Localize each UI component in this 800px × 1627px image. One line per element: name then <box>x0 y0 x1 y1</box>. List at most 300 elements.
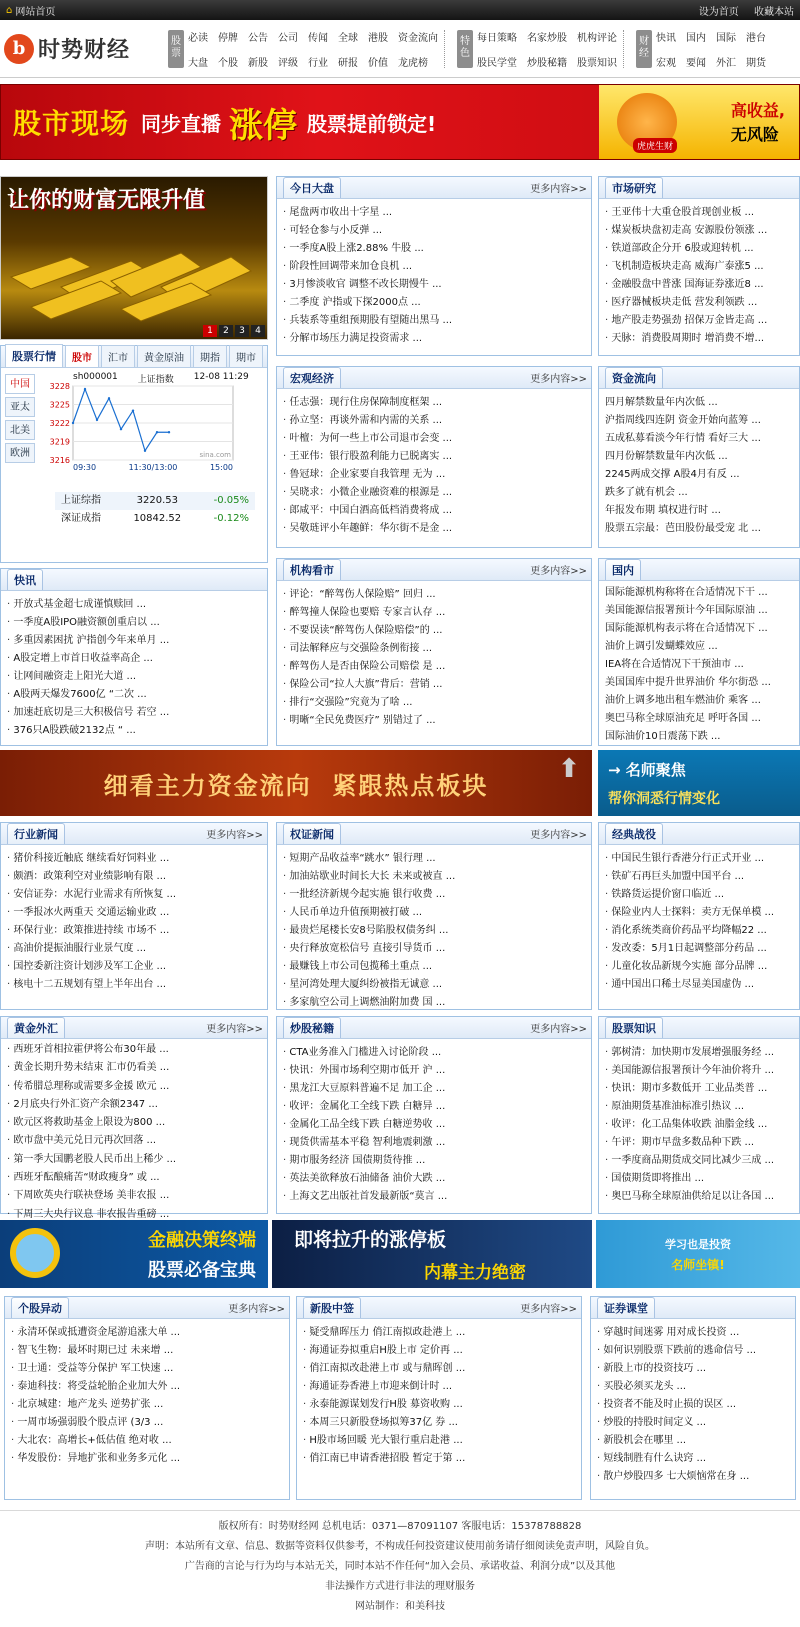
market-tab[interactable]: 亚太 <box>5 397 35 417</box>
nav-link[interactable]: 国内 <box>686 32 706 44</box>
news-list <box>599 845 799 999</box>
panel-chaogu <box>276 1016 592 1214</box>
panel-title: 股票知识 <box>605 1017 663 1038</box>
nav-link[interactable]: 国际 <box>716 32 736 44</box>
quote-tabs <box>1 346 267 368</box>
news-item[interactable]: · 第一季大国鹏老股人民币出上稀少 ... <box>7 1151 261 1169</box>
news-item[interactable]: · 核电十二五规划有望上半年出台 ... <box>7 976 261 994</box>
nav-link[interactable]: 股票知识 <box>577 57 617 69</box>
news-item[interactable]: · 中国民生银行香港分行正式开业 ... <box>605 850 793 868</box>
news-list <box>277 199 591 353</box>
panel-guonei <box>598 558 800 746</box>
nav-link[interactable]: 要闻 <box>686 57 706 69</box>
slide-page-button[interactable]: 1 <box>203 325 217 337</box>
news-item[interactable]: · 郭树清：加快期市发展增强服务经 ... <box>605 1044 793 1062</box>
news-item[interactable]: · 保险公司“拉人大旗”背后：营销 ... <box>283 676 585 694</box>
news-item[interactable]: · 任志强：现行住房保障制度框架 ... <box>283 394 585 412</box>
nav-link[interactable]: 快讯 <box>656 32 676 44</box>
nav-tag-feature: 特色 <box>457 30 473 68</box>
top-bar <box>0 0 800 20</box>
nav-link[interactable]: 停牌 <box>218 32 238 44</box>
y-tick-label: 3222 <box>49 419 70 428</box>
index-point <box>108 397 110 399</box>
banner-text-4: 股票提前锁定! <box>307 111 437 136</box>
nav-link[interactable]: 评级 <box>278 57 298 69</box>
y-tick-label: 3225 <box>49 400 70 410</box>
index-name: 深证成指 <box>61 513 101 524</box>
quote-tab[interactable]: 黄金原油 <box>137 345 191 367</box>
index-point <box>84 388 86 390</box>
panel-title: 权证新闻 <box>283 823 341 844</box>
ad-teacher-focus[interactable] <box>598 750 800 816</box>
news-item[interactable]: 四月解禁数量年内次低 ... <box>605 397 718 408</box>
market-tab[interactable]: 中国 <box>5 374 35 394</box>
ad-limit-up[interactable]: 即将拉升的涨停板 内幕主力绝密 <box>272 1220 592 1288</box>
x-tick-label: 11:30/13:00 <box>128 463 178 472</box>
news-item[interactable]: · 央行释放宽松信号 直接引导货币 ... <box>283 940 585 958</box>
quote-tab[interactable]: 股市 <box>65 345 99 367</box>
panel-jinri <box>276 176 592 356</box>
news-item[interactable]: · 让网间融资走上阳光大道 ... <box>7 668 261 686</box>
news-item[interactable]: · 下周三大央行议息 非农报告重磅 ... <box>7 1206 261 1224</box>
news-list <box>1 1039 267 1247</box>
nav-link[interactable]: 龙虎榜 <box>398 57 428 69</box>
nav-link[interactable]: 公司 <box>278 32 298 44</box>
index-point <box>96 419 98 421</box>
nav-divider <box>444 30 445 68</box>
nav-divider <box>623 30 624 68</box>
nav-link[interactable]: 价值 <box>368 57 388 69</box>
market-tab[interactable]: 欧洲 <box>5 443 35 463</box>
panel-title: 个股异动 <box>11 1297 69 1318</box>
news-item[interactable]: 油价上调引发蝴蝶效应 ... <box>605 641 718 652</box>
more-link[interactable]: 更多内容>> <box>530 184 587 195</box>
news-item[interactable]: · 司法解释应与交强险条例衔接 ... <box>283 640 585 658</box>
panel-quanzheng <box>276 822 592 1010</box>
index-change: -0.05% <box>213 495 249 506</box>
ad-capital-flow[interactable]: 细看主力资金流向 紧跟热点板块 ⬆ <box>0 750 592 816</box>
news-item[interactable]: · 不要误读“醉驾伤人保险赔偿”的 ... <box>283 622 585 640</box>
more-link[interactable]: 更多内容>> <box>530 566 587 577</box>
news-item[interactable]: · 投资者不能及时止损的误区 ... <box>597 1396 789 1414</box>
nav-link[interactable]: 新股 <box>248 57 268 69</box>
news-item[interactable]: · 吴晓求：小微企业融资难的根源是 ... <box>283 484 585 502</box>
news-item[interactable]: · 海通证券香港上市迎来倒计时 ... <box>303 1378 575 1396</box>
set-home-link[interactable]: 设为首页 <box>698 6 739 18</box>
news-item[interactable]: · 上海文艺出版社首发最新版“莫言 ... <box>283 1188 585 1206</box>
nav-group-finance <box>636 29 766 69</box>
news-item[interactable]: · A股定增上市首日收益率高企 ... <box>7 650 261 668</box>
nav-link[interactable]: 每日策略 <box>477 32 517 44</box>
ad-teacher-title: → 名师聚焦 <box>608 760 686 779</box>
nav-link[interactable]: 机构评论 <box>577 32 617 44</box>
news-item[interactable]: · 医疗器械板块走低 营发利领跌 ... <box>605 294 793 312</box>
up-arrow-icon: ⬆ <box>558 754 582 784</box>
index-chart <box>41 372 265 482</box>
panel-title: 黄金外汇 <box>7 1017 65 1038</box>
news-item[interactable]: 油价上调多地出租车燃油价 乘客 ... <box>605 695 761 706</box>
news-item[interactable]: · 午评：期市早盘多数品种下跌 ... <box>605 1134 793 1152</box>
nav-link[interactable]: 期货 <box>746 57 766 69</box>
news-item[interactable]: · 醉驾撞人保险也要赔 专家言认存 ... <box>283 604 585 622</box>
index-change: -0.12% <box>213 513 249 524</box>
news-item[interactable]: · 期市服务经济 国债期货待推 ... <box>283 1152 585 1170</box>
news-item[interactable]: · 永泰能源谋划发行H股 募资收购 ... <box>303 1396 575 1414</box>
news-item[interactable]: · 颇酒：政策利空对业绩影响有限 ... <box>7 868 261 886</box>
news-item[interactable]: · 加速赶底切是三大积极信号 若空 ... <box>7 704 261 722</box>
news-item[interactable]: 美国能源信报署预计今年国际原油 ... <box>605 605 768 616</box>
news-item[interactable]: · 散户炒股四多 七大烦恼常在身 ... <box>597 1468 789 1486</box>
more-link[interactable]: 更多内容>> <box>530 1024 587 1035</box>
news-item[interactable]: · 下周欧英央行联袂登场 美非农报 ... <box>7 1187 261 1205</box>
banner-badge: 虎虎生财 <box>633 138 677 153</box>
news-item[interactable]: · 加油站歇业时间长大长 未来或被直 ... <box>283 868 585 886</box>
news-item[interactable]: · 一周市场强弱股个股点评 (3/3 ... <box>11 1414 283 1432</box>
nav-link[interactable]: 公告 <box>248 32 268 44</box>
news-item[interactable]: · 收评：化工品集体收跌 油脂金线 ... <box>605 1116 793 1134</box>
news-item[interactable]: · 保险业内人士探料：卖方无保单模 ... <box>605 904 793 922</box>
news-item[interactable]: · 一季度A股上涨2.88% 牛股 ... <box>283 240 585 258</box>
news-item[interactable]: · 3月惨淡收官 调整不改长期慢牛 ... <box>283 276 585 294</box>
news-item[interactable]: · 消化系统类商价药品平均降幅22 ... <box>605 922 793 940</box>
site-logo[interactable] <box>4 33 162 64</box>
home-link[interactable]: ⌂ 网站首页 <box>6 4 56 18</box>
index-point <box>168 431 170 433</box>
nav-link[interactable]: 必读 <box>188 32 208 44</box>
more-link[interactable]: 更多内容>> <box>530 374 587 385</box>
more-link[interactable]: 更多内容>> <box>228 1304 285 1315</box>
news-item[interactable]: · 原油期货基准油标准引热议 ... <box>605 1098 793 1116</box>
magnifier-icon <box>10 1228 60 1278</box>
news-item[interactable]: · 鲁冠球：企业家要自我管理 无为 ... <box>283 466 585 484</box>
news-item[interactable]: IEA将在合适情况下干预油市 ... <box>605 659 744 670</box>
panel-title: 资金流向 <box>605 367 663 388</box>
panel-gegu <box>4 1296 290 1500</box>
nav-link[interactable]: 港台 <box>746 32 766 44</box>
panel-ketang <box>590 1296 796 1500</box>
news-item[interactable]: · 多家航空公司上调燃油附加费 国 ... <box>283 994 585 1012</box>
index-point <box>144 450 146 452</box>
index-point <box>120 428 122 430</box>
news-item[interactable]: · 海通证券拟重启H股上市 定价再 ... <box>303 1342 575 1360</box>
index-point <box>156 431 158 433</box>
nav-link[interactable]: 传闻 <box>308 32 328 44</box>
ad-terminal[interactable]: 金融决策终端 股票必备宝典 <box>0 1220 268 1288</box>
more-link[interactable]: 更多内容>> <box>206 830 263 841</box>
chart-source: sina.com <box>199 451 231 459</box>
news-item[interactable]: · 新股机会在哪里 ... <box>597 1432 789 1450</box>
news-item[interactable]: · 西班牙酝酿痛苦“财政瘦身” 或 ... <box>7 1169 261 1187</box>
news-item[interactable]: · 欧市盘中美元兑日元再次回落 ... <box>7 1132 261 1150</box>
news-list <box>599 389 799 543</box>
news-item[interactable]: · 华发股份：异地扩张和业务多元化 ... <box>11 1450 283 1468</box>
footer-notice-2: 非法操作方式进行非法的理财服务 <box>325 1581 475 1592</box>
panel-huangjin <box>0 1016 268 1220</box>
banner-slogan: 高收益, 无风险 <box>730 100 785 144</box>
news-item[interactable]: · 评论：“醉驾伤人保险赔” 回归 ... <box>283 586 585 604</box>
banner-tiger <box>599 85 799 159</box>
news-list <box>277 845 591 1017</box>
news-item[interactable]: 美国国库中提升世界油价 华尔街恐 ... <box>605 677 771 688</box>
news-item[interactable]: · 黄金长期升势未结束 汇市仍看美 ... <box>7 1059 261 1077</box>
promo-slideshow[interactable] <box>0 176 268 340</box>
news-item[interactable]: · 吴敬琏评小年趣鲜：华尔街不是金 ... <box>283 520 585 538</box>
news-item[interactable]: · 美国能源信报署预计今年油价将升 ... <box>605 1062 793 1080</box>
more-link[interactable]: 更多内容>> <box>520 1304 577 1315</box>
x-tick-label: 15:00 <box>209 463 233 472</box>
news-item[interactable]: · 明晰“全民免费医疗” 别错过了 ... <box>283 712 585 730</box>
news-item[interactable]: · 现货供需基本平稳 智利地震刺激 ... <box>283 1134 585 1152</box>
bookmark-link[interactable]: 收藏本站 <box>754 6 794 18</box>
news-list <box>5 1319 289 1473</box>
quote-tab[interactable]: 汇市 <box>101 345 135 367</box>
news-item[interactable]: · 新股上市的投资技巧 ... <box>597 1360 789 1378</box>
nav-link[interactable]: 宏观 <box>656 57 676 69</box>
news-item[interactable]: · 2月底央行外汇资产余额2347 ... <box>7 1096 261 1114</box>
news-item[interactable]: · 金融股盘中普涨 国海证券涨近8 ... <box>605 276 793 294</box>
promo-headline: 让你的财富无限升值 <box>7 187 206 213</box>
ad-teacher-sub: 帮你洞悉行情变化 <box>608 790 720 807</box>
news-item[interactable]: · 兵装系等重组预期股有望随出黑马 ... <box>283 312 585 330</box>
nav-link[interactable]: 炒股秘籍 <box>527 57 567 69</box>
news-item[interactable]: · A股两天爆发7600亿 “二次 ... <box>7 686 261 704</box>
nav-link[interactable]: 大盘 <box>188 57 208 69</box>
y-tick-label: 3216 <box>49 456 70 465</box>
news-item[interactable]: 股票五宗最：芭田股份最受宠 北 ... <box>605 523 761 534</box>
news-item[interactable]: · 国控委新注资计划涉及军工企业 ... <box>7 958 261 976</box>
panel-xingu <box>296 1296 582 1500</box>
site-header <box>0 20 800 78</box>
news-item[interactable]: 跌多了就有机会 ... <box>605 487 688 498</box>
news-item[interactable]: · 欧元区将救助基金上限设为800 ... <box>7 1114 261 1132</box>
news-item[interactable]: · 俏江南拟改赴港上市 或与鼎晖创 ... <box>303 1360 575 1378</box>
news-item[interactable]: · 醉驾伤人是否由保险公司赔偿 是 ... <box>283 658 585 676</box>
news-list <box>277 1039 591 1211</box>
nav-link[interactable]: 全球 <box>338 32 358 44</box>
market-tabs <box>5 374 35 466</box>
news-item[interactable]: 国际油价10日震荡下跌 ... <box>605 731 721 742</box>
y-tick-label: 3219 <box>49 437 70 447</box>
news-item[interactable]: · 金属化工品全线下跌 白糖逆势收 ... <box>283 1116 585 1134</box>
site-footer <box>0 1510 800 1617</box>
news-item[interactable]: 国际能源机构表示将在合适情况下 ... <box>605 623 768 634</box>
news-list <box>599 581 799 751</box>
slideshow-pager <box>203 325 265 337</box>
nav-tag-finance: 财经 <box>636 30 652 68</box>
news-item[interactable]: · 孙立坚：再谈外需和内需的关系 ... <box>283 412 585 430</box>
nav-tag-stock: 股票 <box>168 30 184 68</box>
panel-title: 经典战役 <box>605 823 663 844</box>
news-item[interactable]: · 俏江南已申请香港招股 暂定于第 ... <box>303 1450 575 1468</box>
news-item[interactable]: · 永清环保或抵遭资金尾游追涨大单 ... <box>11 1324 283 1342</box>
panel-title: 证券课堂 <box>597 1297 655 1318</box>
news-item[interactable]: · 分解市场压力满足投资需求 ... <box>283 330 585 348</box>
quote-panel-title: 股票行情 <box>5 344 63 367</box>
nav-link[interactable]: 股民学堂 <box>477 57 517 69</box>
index-row[interactable] <box>55 510 255 528</box>
panel-title: 行业新闻 <box>7 823 65 844</box>
logo-text: 时势财经 <box>38 38 131 63</box>
ad-learning[interactable]: 学习也是投资 名师坐镇! <box>596 1220 800 1288</box>
index-value: 3220.53 <box>136 495 178 506</box>
news-list <box>599 1039 799 1211</box>
news-item[interactable]: · 高油价提振油服行业景气度 ... <box>7 940 261 958</box>
quote-tab[interactable]: 期指 <box>193 345 227 367</box>
news-item[interactable]: · 星河湾处理大厦纠纷被指无诚意 ... <box>283 976 585 994</box>
index-table <box>55 492 255 528</box>
news-item[interactable]: · 西班牙首相拉霍伊将公布30年最 ... <box>7 1041 261 1059</box>
panel-hongguan <box>276 366 592 548</box>
panel-title: 今日大盘 <box>283 177 341 198</box>
more-link[interactable]: 更多内容>> <box>530 830 587 841</box>
news-item[interactable]: · 卫士通：受益等分保护 军工快速 ... <box>11 1360 283 1378</box>
panel-hangye <box>0 822 268 1010</box>
news-item[interactable]: · 376只A股跌破2132点 “ ... <box>7 722 261 740</box>
nav-link[interactable]: 外汇 <box>716 57 736 69</box>
news-item[interactable]: · 可轻仓参与小反弹 ... <box>283 222 585 240</box>
news-item[interactable]: · 黑龙江大豆原料普遍不足 加工企 ... <box>283 1080 585 1098</box>
news-list <box>277 389 591 543</box>
panel-kuaixun <box>0 568 268 746</box>
news-item[interactable]: · 尾盘两市收出十字星 ... <box>283 204 585 222</box>
news-item[interactable]: · 北京城建：地产龙头 逆势扩张 ... <box>11 1396 283 1414</box>
footer-notice: 广告商的言论与行为均与本站无关，同时本站不作任何“加入会员、承诺收益、利润分成”以及其他 <box>184 1561 616 1572</box>
chart-code: sh000001 <box>73 372 118 382</box>
news-item[interactable]: · 最赚钱上市公司包揽稀土重点 ... <box>283 958 585 976</box>
nav-link[interactable]: 港股 <box>368 32 388 44</box>
news-item[interactable]: · 猪价科接近触底 继续看好饲料业 ... <box>7 850 261 868</box>
chart-name: 上证指数 <box>137 375 174 385</box>
news-list <box>297 1319 581 1473</box>
news-item[interactable]: · 一季度商品期货成交同比减少三成 ... <box>605 1152 793 1170</box>
y-tick-label: 3228 <box>49 382 70 391</box>
news-item[interactable]: · 发改委：5月1日起调整部分药品 ... <box>605 940 793 958</box>
top-banner-ad[interactable] <box>0 84 800 160</box>
news-item[interactable]: · 叶檀：为何一些上市公司退市会变 ... <box>283 430 585 448</box>
quote-panel <box>0 345 268 563</box>
news-item[interactable]: · 王亚伟十大重仓股首现创业板 ... <box>605 204 793 222</box>
news-item[interactable]: · 大北农：高增长+低估值 绝对收 ... <box>11 1432 283 1450</box>
news-item[interactable]: 年报发布期 填权进行时 ... <box>605 505 721 516</box>
nav-link[interactable]: 名家炒股 <box>527 32 567 44</box>
news-item[interactable]: · 快讯：外围市场利空期市低开 沪 ... <box>283 1062 585 1080</box>
news-item[interactable]: · 地产股走势强劲 招保万金皆走高 ... <box>605 312 793 330</box>
news-item[interactable]: · 铁道部政企分开 6股或迎转机 ... <box>605 240 793 258</box>
nav-link[interactable]: 资金流向 <box>398 32 438 44</box>
nav-link[interactable]: 行业 <box>308 57 328 69</box>
news-item[interactable]: 四月份解禁数量年内次低 ... <box>605 451 728 462</box>
news-list <box>599 199 799 353</box>
news-item[interactable]: · 如何识别股票下跌前的逃命信号 ... <box>597 1342 789 1360</box>
news-item[interactable]: · 炒股的持股时间定义 ... <box>597 1414 789 1432</box>
news-item[interactable]: · 智飞生物：最坏时期已过 未来增 ... <box>11 1342 283 1360</box>
slide-page-button[interactable]: 3 <box>235 325 249 337</box>
news-item[interactable]: · 泰迪科技：将受益轮胎企业加大外 ... <box>11 1378 283 1396</box>
news-item[interactable]: · 快讯：期市多数低开 工业品类普 ... <box>605 1080 793 1098</box>
index-value: 10842.52 <box>133 513 182 524</box>
news-item[interactable]: 沪指周线四连阴 资金开始向蓝筹 ... <box>605 415 761 426</box>
news-item[interactable]: · 铁路货运提价窗口临近 ... <box>605 886 793 904</box>
news-item[interactable]: · 排行“交强险”究竟为了啥 ... <box>283 694 585 712</box>
news-item[interactable]: · 本周三只新股登场拟筹37亿 券 ... <box>303 1414 575 1432</box>
news-item[interactable]: · 王亚伟：银行股盈利能力已脱离实 ... <box>283 448 585 466</box>
news-item[interactable]: · 一季度A股IPO融资额创重启以 ... <box>7 614 261 632</box>
news-item[interactable]: · 郎咸平：中国白酒高低档消费将成 ... <box>283 502 585 520</box>
news-item[interactable]: · 二季度 沪指或下探2000点 ... <box>283 294 585 312</box>
more-link[interactable]: 更多内容>> <box>206 1024 263 1035</box>
news-item[interactable]: · 国债期货即将推出 ... <box>605 1170 793 1188</box>
slide-page-button[interactable]: 4 <box>251 325 265 337</box>
panel-title: 快讯 <box>7 569 43 590</box>
footer-disclaimer: 声明：本站所有文章、信息、数据等资料仅供参考，不构成任何投资建议使用前务请仔细阅读免责声明，风险自负。 <box>145 1541 655 1552</box>
news-item[interactable]: 2245两成交撑 A股4月有反 ... <box>605 469 740 480</box>
banner-text-1: 股市现场 <box>13 107 130 140</box>
panel-jingdian <box>598 822 800 1010</box>
quote-tab[interactable]: 期市 <box>229 345 263 367</box>
nav-link[interactable]: 个股 <box>218 57 238 69</box>
news-item[interactable]: · 一批经济新规今起实施 银行收费 ... <box>283 886 585 904</box>
footer-copyright: 版权所有：时势财经网 总机电话：0371—87091107 客服电话：15378788828 <box>218 1521 582 1532</box>
news-item[interactable]: · 儿童化妆品新规今实施 部分品牌 ... <box>605 958 793 976</box>
news-item[interactable]: · 飞机制造板块走高 威海广泰涨5 ... <box>605 258 793 276</box>
news-item[interactable]: · H股市场回暖 光大银行重启赴港 ... <box>303 1432 575 1450</box>
home-icon: ⌂ <box>6 4 13 16</box>
news-item[interactable]: · 奥巴马称全球原油供给足以让各国 ... <box>605 1188 793 1206</box>
news-item[interactable]: · 铁矿石再巨头加盟中国平台 ... <box>605 868 793 886</box>
index-name: 上证综指 <box>61 495 101 506</box>
panel-gupiao <box>598 1016 800 1214</box>
index-line-chart <box>41 382 265 482</box>
news-list <box>1 591 267 745</box>
news-item[interactable]: · 最贵烂尾楼长安8号陷股权债务纠 ... <box>283 922 585 940</box>
panel-title: 新股中签 <box>303 1297 361 1318</box>
news-item[interactable]: · 阶段性回调带来加仓良机 ... <box>283 258 585 276</box>
news-item[interactable]: · 英法美欲释放石油储备 油价大跌 ... <box>283 1170 585 1188</box>
news-list <box>277 581 591 735</box>
news-item[interactable]: · 收评：金属化工全线下跌 白糖异 ... <box>283 1098 585 1116</box>
nav-group-feature <box>457 29 617 69</box>
news-item[interactable]: 奥巴马称全球原油充足 呼吁各国 ... <box>605 713 761 724</box>
news-item[interactable]: · CTA业务准入门槛进入讨论阶段 ... <box>283 1044 585 1062</box>
footer-maker: 网站制作：和美科技 <box>355 1601 445 1612</box>
slide-page-button[interactable]: 2 <box>219 325 233 337</box>
news-item[interactable]: 国际能源机构称将在合适情况下干 ... <box>605 587 768 598</box>
banner-text-3: 涨停 <box>229 105 298 146</box>
news-item[interactable]: · 买股必须买龙头 ... <box>597 1378 789 1396</box>
news-item[interactable]: · 开放式基金超七成谨慎赎回 ... <box>7 596 261 614</box>
index-point <box>132 409 134 411</box>
panel-title: 炒股秘籍 <box>283 1017 341 1038</box>
news-item[interactable]: · 短线制胜有什么诀窍 ... <box>597 1450 789 1468</box>
news-item[interactable]: · 通中国出口稀土尽显美国虚伪 ... <box>605 976 793 994</box>
news-item[interactable]: · 煤炭板块盘初走高 安源股份领涨 ... <box>605 222 793 240</box>
news-item[interactable]: 五成私募看淡今年行情 看好三大 ... <box>605 433 761 444</box>
nav-link[interactable]: 研报 <box>338 57 358 69</box>
news-item[interactable]: · 安信证券：水泥行业需求有所恢复 ... <box>7 886 261 904</box>
news-item[interactable]: · 天脉：消费股周期时 增消费不增... <box>605 330 793 348</box>
panel-zijin <box>598 366 800 548</box>
news-item[interactable]: · 传希腊总理称或需要多金援 欧元 ... <box>7 1078 261 1096</box>
news-item[interactable]: · 短期产品收益率“跳水” 银行理 ... <box>283 850 585 868</box>
news-item[interactable]: · 环保行业：政策推进持续 市场不 ... <box>7 922 261 940</box>
news-item[interactable]: · 疑受鼎晖压力 俏江南拟政赴港上 ... <box>303 1324 575 1342</box>
news-item[interactable]: · 穿越时间迷雾 用对成长投资 ... <box>597 1324 789 1342</box>
news-item[interactable]: · 一季报冰火两重天 交通运输业政 ... <box>7 904 261 922</box>
market-tab[interactable]: 北美 <box>5 420 35 440</box>
news-item[interactable]: · 人民币单边升值预期被打破 ... <box>283 904 585 922</box>
news-item[interactable]: · 多重因素困扰 沪指创今年来单月 ... <box>7 632 261 650</box>
index-row[interactable] <box>55 492 255 510</box>
